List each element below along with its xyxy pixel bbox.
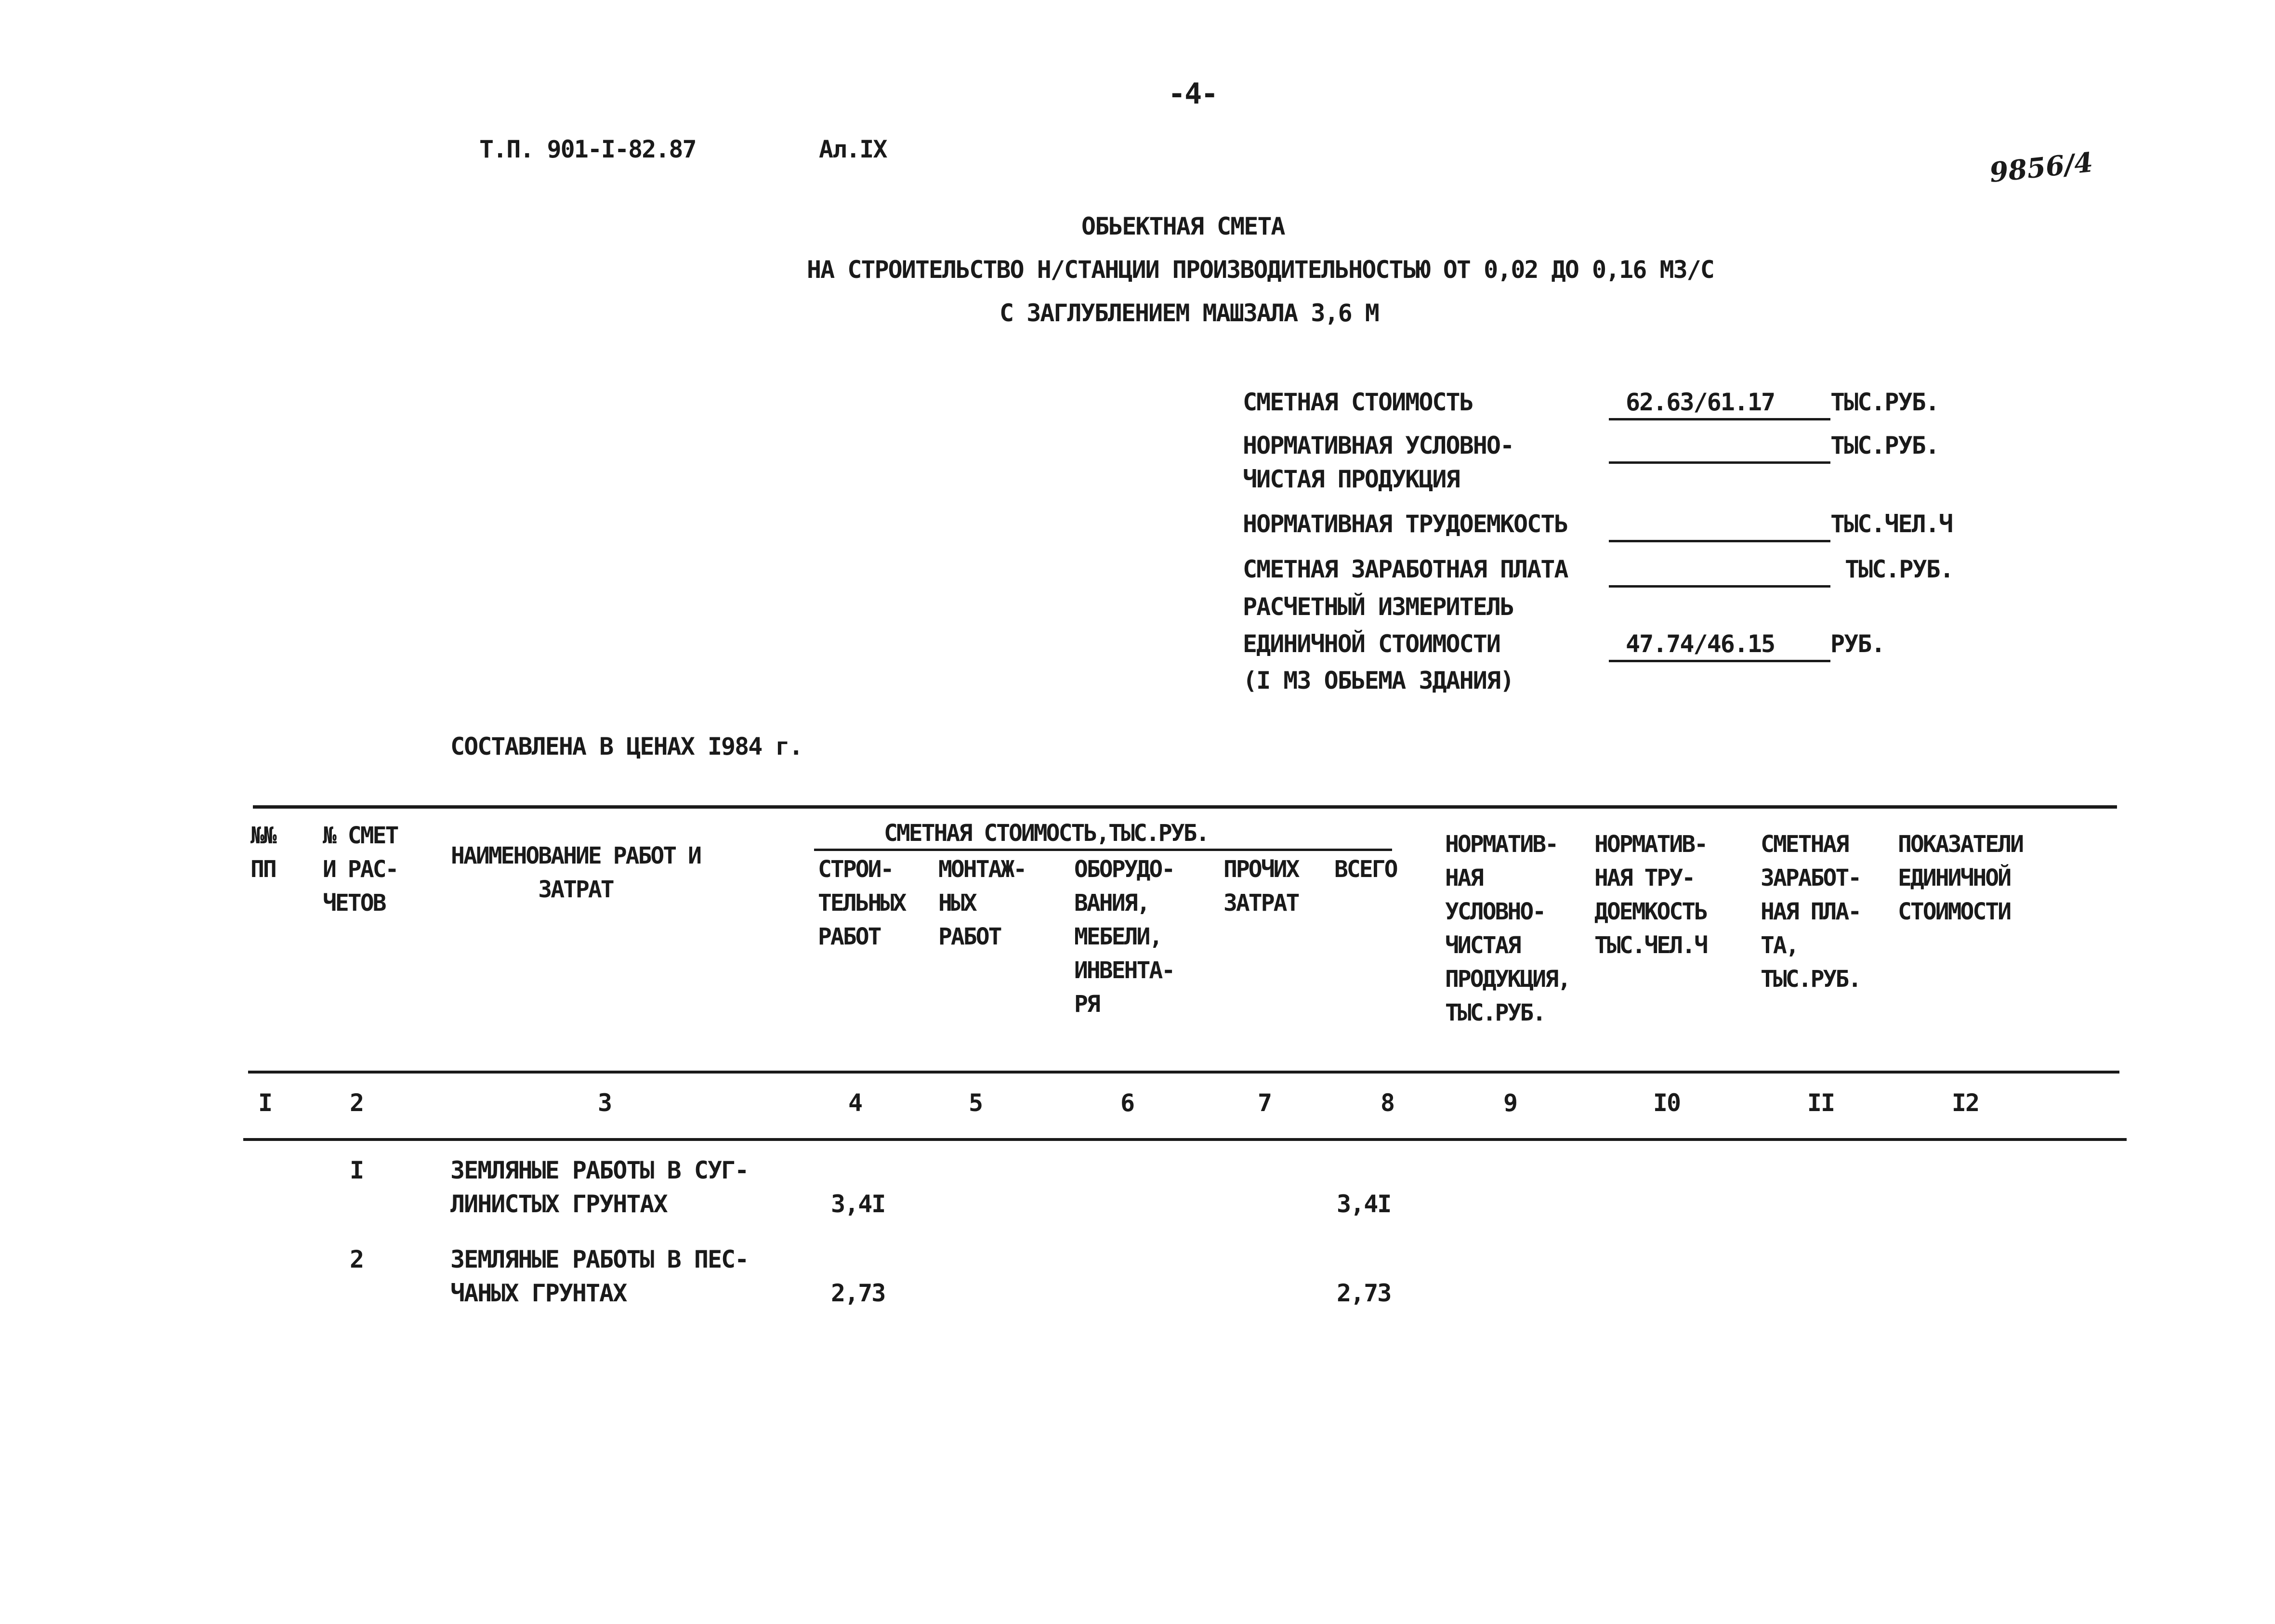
- row-estimate-number: 2: [349, 1245, 364, 1273]
- column-number-6: 6: [1120, 1089, 1134, 1117]
- labor-underline: [1609, 540, 1830, 542]
- wage-underline: [1609, 585, 1830, 588]
- column-number-1: I: [258, 1089, 272, 1117]
- column-number-5: 5: [968, 1089, 983, 1117]
- column-number-10: I0: [1653, 1089, 1681, 1117]
- title-line-3: С ЗАГЛУБЛЕНИЕМ МАШЗАЛА 3,6 М: [999, 299, 1379, 327]
- cost-label: СМЕТНАЯ СТОИМОСТЬ: [1243, 388, 1473, 416]
- header-estimate-number: № СМЕТ И РАС- ЧЕТОВ: [323, 822, 398, 917]
- group-header: СМЕТНАЯ СТОИМОСТЬ,ТЫС.РУБ.: [884, 820, 1209, 847]
- handwritten-mark: 9856/4: [1988, 146, 2095, 189]
- header-wage: СМЕТНАЯ ЗАРАБОТ- НАЯ ПЛА- ТА, ТЫС.РУБ.: [1761, 831, 1861, 993]
- unit-underline: [1609, 660, 1830, 662]
- header-other: ПРОЧИХ ЗАТРАТ: [1223, 856, 1299, 917]
- wage-unit: ТЫС.РУБ.: [1845, 555, 1953, 583]
- wage-label: СМЕТНАЯ ЗАРАБОТНАЯ ПЛАТА: [1243, 555, 1568, 583]
- product-unit: ТЫС.РУБ.: [1830, 432, 1939, 459]
- unit-label-2: ЕДИНИЧНОЙ СТОИМОСТИ: [1243, 630, 1500, 658]
- product-label-2: ЧИСТАЯ ПРОДУКЦИЯ: [1243, 465, 1460, 493]
- header-row-number: №№ ПП: [250, 822, 276, 883]
- unit-label-3: (I М3 ОБЬЕМА ЗДАНИЯ): [1243, 667, 1514, 694]
- column-number-8: 8: [1380, 1089, 1394, 1117]
- column-number-3: 3: [597, 1089, 612, 1117]
- page-number: -4-: [1168, 77, 1218, 111]
- cost-value: 62.63/61.17: [1626, 388, 1775, 416]
- document-code: Т.П. 901-I-82.87: [479, 135, 696, 163]
- header-labor: НОРМАТИВ- НАЯ ТРУ- ДОЕМКОСТЬ ТЫС.ЧЕЛ.Ч: [1594, 831, 1707, 959]
- header-construction: СТРОИ- ТЕЛЬНЫХ РАБОТ: [818, 856, 906, 950]
- row-name-line-1: ЗЕМЛЯНЫЕ РАБОТЫ В СУГ-: [450, 1156, 749, 1184]
- header-bottom-rule: [248, 1071, 2119, 1074]
- cost-unit: ТЫС.РУБ.: [1830, 388, 1939, 416]
- column-number-12: I2: [1951, 1089, 1979, 1117]
- column-number-9: 9: [1503, 1089, 1517, 1117]
- header-installation: МОНТАЖ- НЫХ РАБОТ: [938, 856, 1026, 950]
- row-construction-cost: 3,4I: [831, 1190, 885, 1218]
- column-number-11: II: [1807, 1089, 1835, 1117]
- cost-underline: [1609, 418, 1830, 420]
- labor-label: НОРМАТИВНАЯ ТРУДОЕМКОСТЬ: [1243, 510, 1568, 538]
- header-total: ВСЕГО: [1334, 856, 1397, 883]
- prices-note: СОСТАВЛЕНА В ЦЕНАХ I984 г.: [450, 733, 802, 760]
- column-number-2: 2: [349, 1089, 364, 1117]
- product-label-1: НОРМАТИВНАЯ УСЛОВНО-: [1243, 432, 1514, 459]
- column-number-4: 4: [848, 1089, 862, 1117]
- header-net-product: НОРМАТИВ- НАЯ УСЛОВНО- ЧИСТАЯ ПРОДУКЦИЯ, ТЫС.РУБ.: [1445, 831, 1570, 1026]
- row-name-line-2: ЛИНИСТЫХ ГРУНТАХ: [450, 1190, 667, 1218]
- row-construction-cost: 2,73: [831, 1279, 885, 1307]
- row-name-line-2: ЧАНЫХ ГРУНТАХ: [450, 1279, 627, 1307]
- album-number: Ал.IX: [819, 135, 887, 163]
- title-line-2: НА СТРОИТЕЛЬСТВО Н/СТАНЦИИ ПРОИЗВОДИТЕЛЬНОСТЬЮ ОТ 0,02 ДО 0,16 М3/С: [807, 256, 1714, 284]
- table-top-rule: [253, 805, 2117, 809]
- product-underline: [1609, 461, 1830, 464]
- unit-unit: РУБ.: [1830, 630, 1885, 658]
- column-number-7: 7: [1257, 1089, 1272, 1117]
- header-work-name: НАИМЕНОВАНИЕ РАБОТ И ЗАТРАТ: [451, 842, 700, 903]
- title-line-1: ОБЬЕКТНАЯ СМЕТА: [1081, 212, 1285, 240]
- labor-unit: ТЫС.ЧЕЛ.Ч: [1830, 510, 1952, 538]
- header-equipment: ОБОРУДО- ВАНИЯ, МЕБЕЛИ, ИНВЕНТА- РЯ: [1074, 856, 1174, 1018]
- row-total-cost: 3,4I: [1337, 1190, 1391, 1218]
- unit-value: 47.74/46.15: [1626, 630, 1775, 658]
- row-estimate-number: I: [349, 1156, 364, 1184]
- row-name-line-1: ЗЕМЛЯНЫЕ РАБОТЫ В ПЕС-: [450, 1245, 749, 1273]
- unit-label-1: РАСЧЕТНЫЙ ИЗМЕРИТЕЛЬ: [1243, 593, 1514, 621]
- header-unit-indicators: ПОКАЗАТЕЛИ ЕДИНИЧНОЙ СТОИМОСТИ: [1898, 831, 2023, 925]
- row-total-cost: 2,73: [1337, 1279, 1391, 1307]
- column-numbers-rule: [243, 1138, 2127, 1141]
